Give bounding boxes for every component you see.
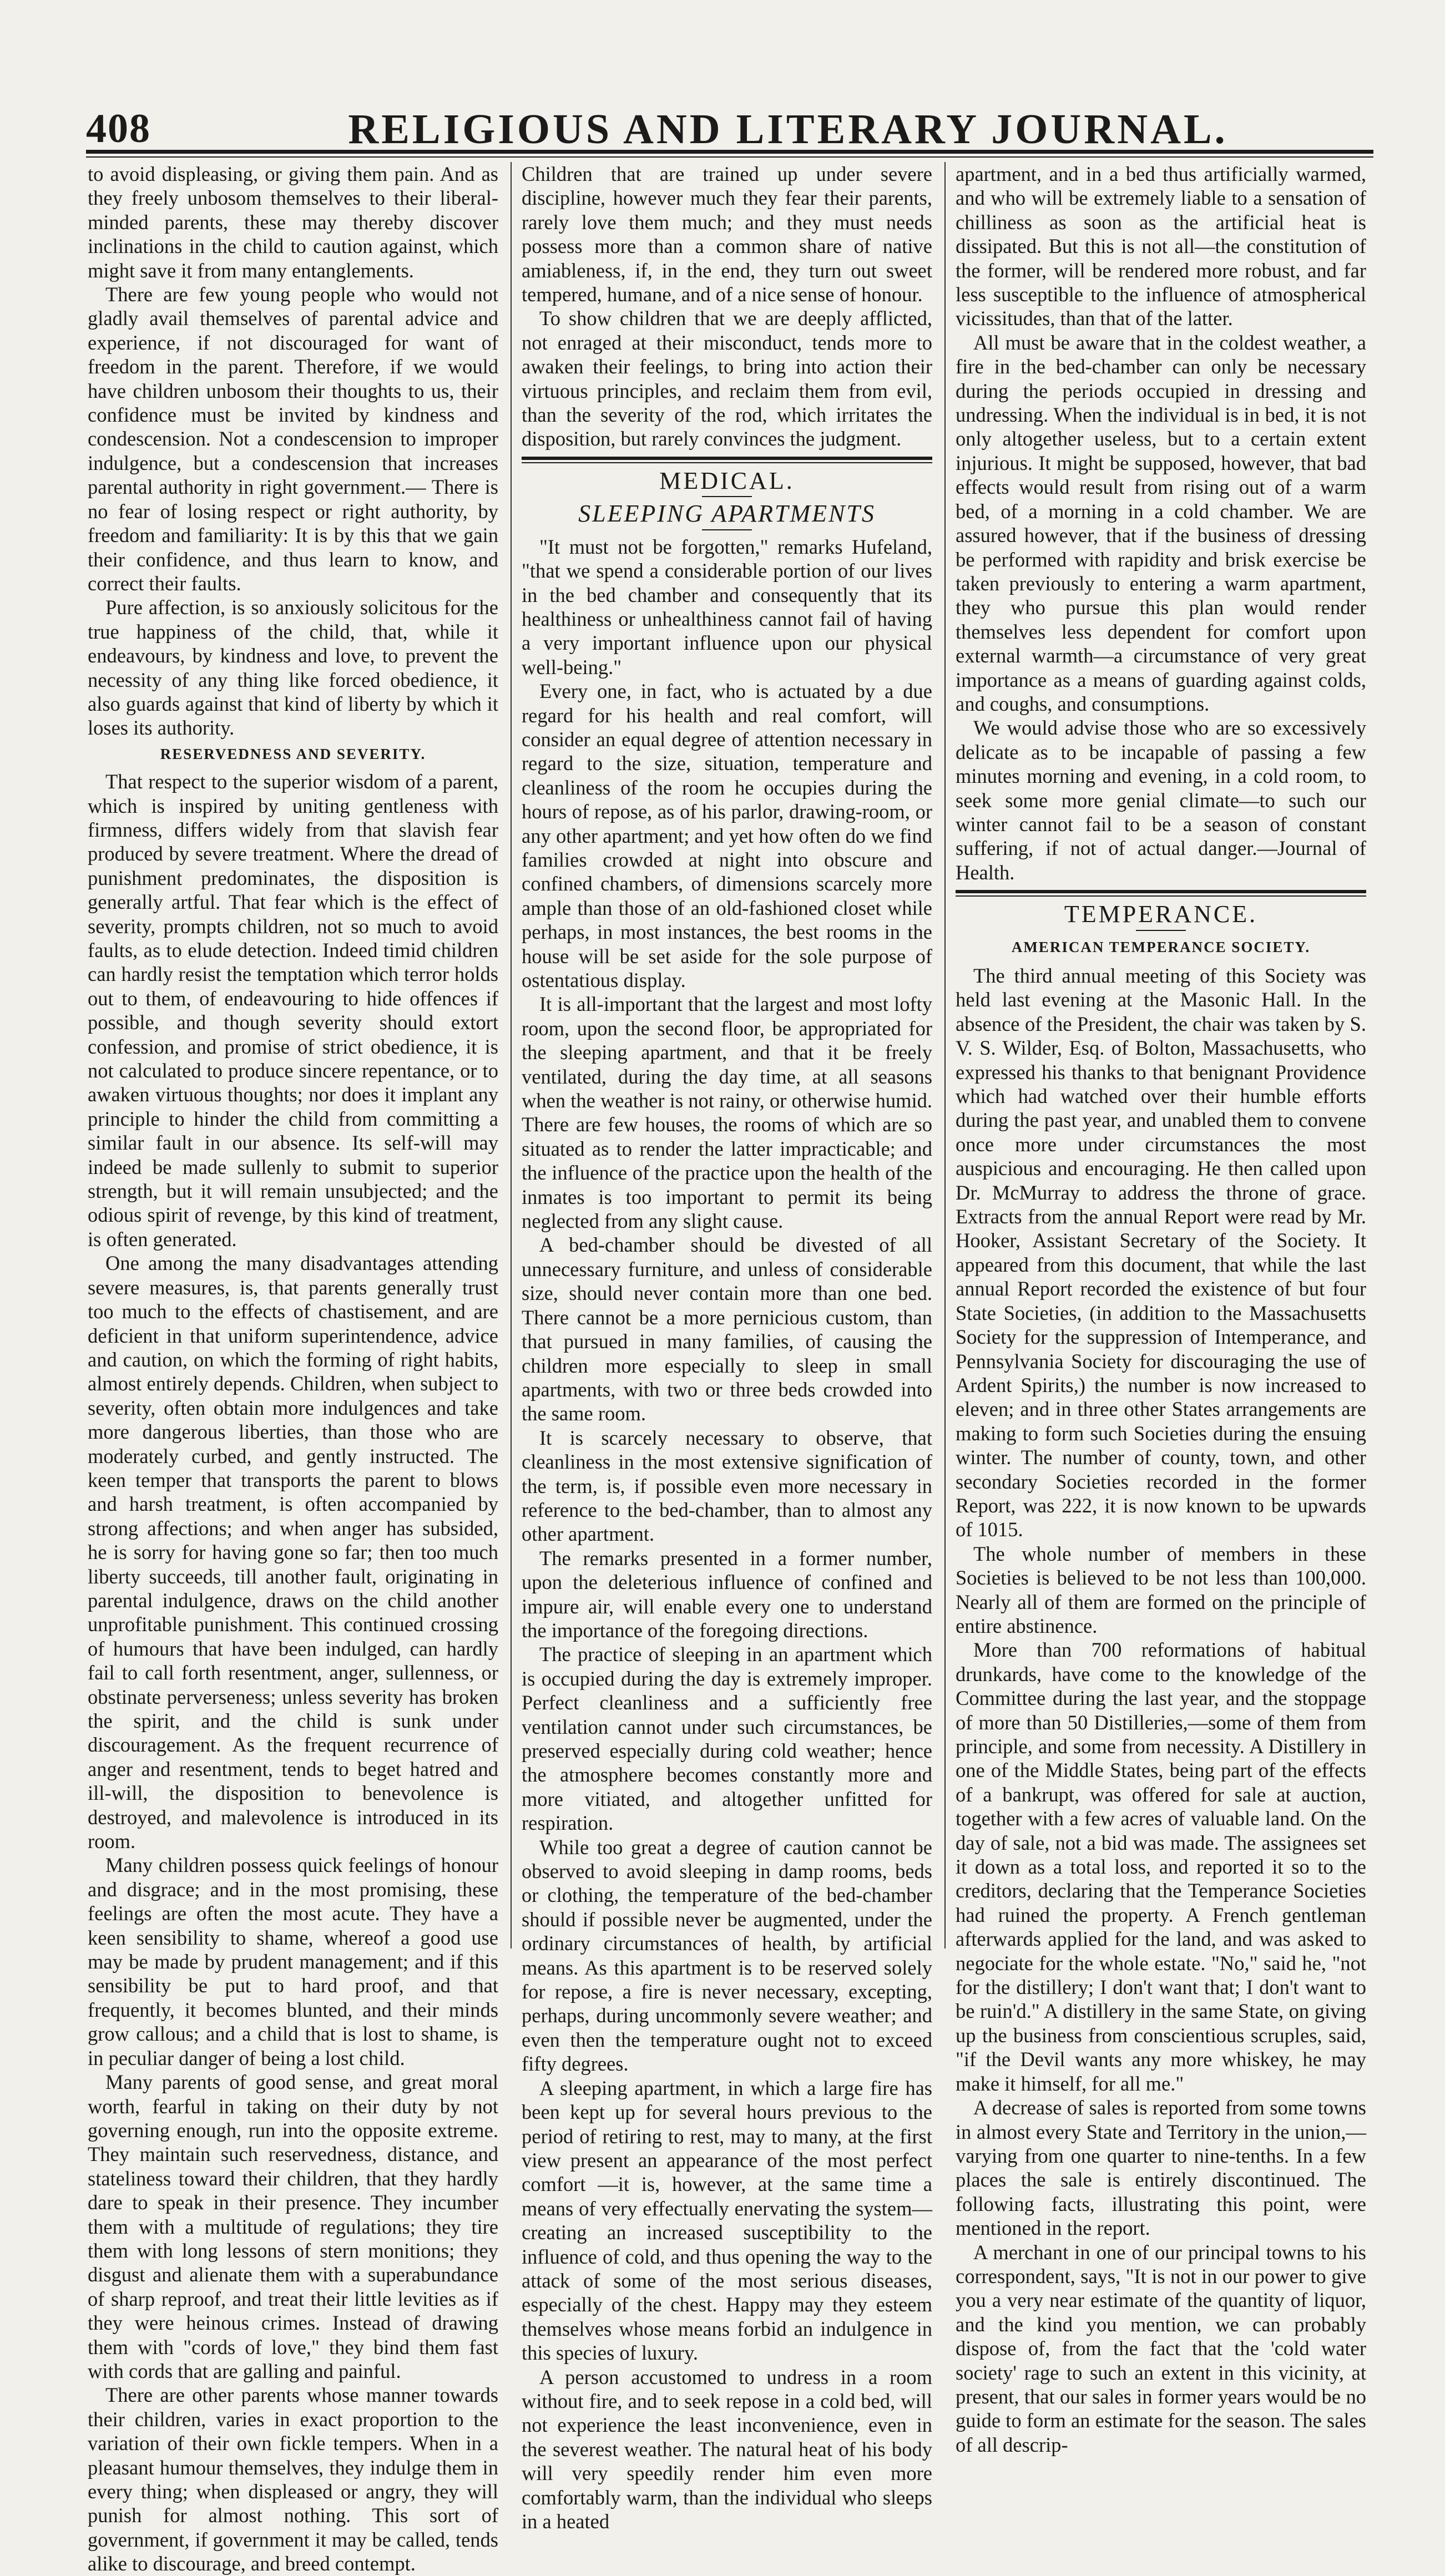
section-rule: [956, 890, 1366, 893]
paragraph: To show children that we are deeply afflicted, not enraged at their misconduct, tends more to awaken their feelings, to bring into action their virtuous principles, and reclaim them from evil, than the severity of the rod, which irritates the disposition, but rarely convinces the judgment.: [522, 307, 932, 451]
section-rule: [522, 457, 932, 460]
column-right: [956, 162, 1366, 2456]
title-rule: [702, 496, 752, 497]
paragraph: All must be aware that in the coldest weather, a fire in the bed-chamber can only be necessary during the periods occupied in dressing and undressing. When the individual is in bed, it is not only altogether useless, but to a certain extent injurious. It might be supposed, however, that bad effects would result from rising out of a warm bed, of a morning in a cold chamber. We are assured however, that if the business of dressing be performed with rapidity and brisk exercise be taken previously to entering a warm apartment, they who pursue this plan would render themselves less dependent for comfort upon external warmth—a circumstance of very great importance as a means of guarding against colds, and coughs, and consumptions.: [956, 331, 1366, 715]
subheading-american-temperance-society: AMERICAN TEMPERANCE SOCIETY.: [1011, 938, 1311, 955]
paragraph: A merchant in one of our principal towns to his correspondent, says, "It is not in our power to give you a very near estimate of the quantity of liquor, and the kind you mention, we can probably dispose of, from the fact that the 'cold water society' rage to such an extent in this vicinity, at present, that our sales in former years would be no guide to form an estimate for the season. The sales of all descrip-: [956, 2240, 1366, 2456]
paragraph: Children that are trained up under severe discipline, however much they fear their parents, rarely love them much; and they must needs possess more than a common share of native amiableness, if, in the end, they turn out sweet tempered, humane, and of a nice sense of honour.: [522, 163, 932, 306]
column-divider: [944, 162, 946, 1949]
subheading-reservedness: RESERVEDNESS AND SEVERITY.: [160, 745, 426, 762]
paragraph: "It must not be forgotten," remarks Hufeland, "that we spend a considerable portion of our lives in the bed chamber and consequently that its healthiness or unhealthiness cannot fail of having a very important influence upon our physical well-being.": [522, 535, 932, 679]
paragraph: to avoid displeasing, or giving them pain. And as they freely unbosom themselves to their liberal-minded parents, these may thereby discover inclinations in the child to caution against, which might save it from many entanglements.: [88, 163, 498, 282]
paragraph: Every one, in fact, who is actuated by a due regard for his health and real comfort, will consider an equal degree of attention necessary in regard to the size, situation, temperature and cleanliness of the room he occupies during the hours of repose, as of his parlor, drawing-room, or any other apartment; and yet how often do we find families crowded at night into obscure and confined chambers, of dimensions scarcely more ample than those of an old-fashioned closet while perhaps, in most instances, the best rooms in the house will be set aside for the sole purpose of ostentatious display.: [522, 680, 932, 991]
paragraph: More than 700 reformations of habitual drunkards, have come to the knowledge of the Committee during the last year, and the stoppage of more than 50 Distilleries,—some of them from principle, and some from necessity. A Distillery in one of the Middle States, being part of the effects of a bankrupt, was offered for sale at auction, together with a few acres of valuable land. On the day of sale, not a bid was made. The assignees set it down as a total loss, and reported it so to the creditors, declaring that the Temperance Societies had ruined the property. A French gentleman afterwards applied for the land, and was asked to negociate for the whole estate. "No," said he, "not for the distillery; I don't want that; I don't want to be ruin'd." A distillery in the same State, on giving up the business from conscientious scruples, said, "if the Devil wants any more whiskey, he may make it himself, for all me.": [956, 1638, 1366, 2095]
page-header: [86, 93, 1373, 154]
paragraph: A person accustomed to undress in a room without fire, and to seek repose in a cold bed, will not experience the least inconvenience, even in the severest weather. The natural heat of his body will very speedily render him even more comfortably warm, than the individual who sleeps in a heated: [522, 2365, 932, 2533]
paragraph: Pure affection, is so anxiously solicitous for the true happiness of the child, that, while it endeavours, by kindness and love, to prevent the necessity of any thing like forced obedience, it also guards against that kind of liberty by which it loses its authority.: [88, 596, 498, 740]
header-rule-thin: [86, 156, 1373, 158]
paragraph: There are other parents whose manner towards their children, varies in exact proportion to the variation of their own fickle tempers. When in a pleasant humour themselves, they indulge them in every thing; when displeased or angry, they will punish for almost nothing. This sort of government, if government it may be called, tends alike to discourage, and breed contempt.: [88, 2383, 498, 2575]
title-rule: [702, 529, 752, 530]
paragraph: The third annual meeting of this Society was held last evening at the Masonic Hall. In the absence of the President, the chair was taken by S. V. S. Wilder, Esq. of Bolton, Massachusetts, who expressed his thanks to that benignant Providence which had watched over their humble efforts during the past year, and unabled them to convene once more under circumstances the most auspicious and encouraging. He then called upon Dr. McMurray to address the throne of grace. Extracts from the annual Report were read by Mr. Hooker, Assistant Secretary of the Society. It appeared from this document, that while the last annual Report recorded the existence of but four State Societies, (in addition to the Massachusetts Society for the suppression of Intemperance, and Pennsylvania Society for discouraging the use of Ardent Spirits,) the number is now increased to eleven; and in three other States arrangements are making to form such Societies during the ensuing winter. The number of county, town, and other secondary Societies recorded in the former Report, was 222, it is now known to be upwards of 1015.: [956, 964, 1366, 1541]
section-title-medical: MEDICAL.: [659, 467, 795, 494]
paragraph: That respect to the superior wisdom of a parent, which is inspired by uniting gentleness with firmness, differs widely from that slavish fear produced by severe treatment. Where the dread of punishment predominates, the disposition is generally artful. That fear which is the effect of severity, prompts children, not so much to avoid faults, as to elude detection. Indeed timid children can hardly resist the temptation which terror holds out to them, of endeavouring to hide offences if possible, and though severity should extort confession, and promise of strict obedience, it is not calculated to produce sincere repentance, or to awaken virtuous thoughts; nor does it implant any principle to hinder the child from committing a similar fault in our absence. Its self-will may indeed be made sullenly to submit to superior strength, but it will remain unsubjected; and the odious spirit of revenge, by this kind of treatment, is often generated.: [88, 770, 498, 1251]
journal-title: RELIGIOUS AND LITERARY JOURNAL.: [348, 106, 1228, 153]
paragraph: It is scarcely necessary to observe, that cleanliness in the most extensive signification of the term, is, if possible even more necessary in reference to the bed-chamber, than to almost any other apartment.: [522, 1426, 932, 1546]
paragraph: A bed-chamber should be divested of all unnecessary furniture, and unless of considerable size, should never contain more than one bed. There cannot be a more pernicious custom, than that pursued in many families, of causing the children more especially to sleep in small apartments, with two or three beds crowded into the same room.: [522, 1233, 932, 1425]
paragraph: It is all-important that the largest and most lofty room, upon the second floor, be appropriated for the sleeping apartment, and that it be freely ventilated, during the day time, at all seasons when the weather is not rainy, or otherwise humid. There are few houses, the rooms of which are so situated as to render the latter impracticable; and the influence of the practice upon the health of the inmates is too important to permit its being neglected from any slight cause.: [522, 993, 932, 1233]
paragraph: Many parents of good sense, and great moral worth, fearful in taking on their duty by not governing enough, run into the opposite extreme. They maintain such reservedness, distance, and stateliness toward their children, that they hardly dare to speak in their presence. They incumber them with a multitude of regulations; they tire them with long lessons of stern monitions; they disgust and alienate them with a superabundance of sharp reproof, and treat their little levities as if they were heinous crimes. Instead of drawing them with "cords of love," they bind them fast with cords that are galling and painful.: [88, 2071, 498, 2382]
section-rule-thin: [522, 462, 932, 463]
header-rule: [86, 150, 1373, 154]
paragraph: Many children possess quick feelings of honour and disgrace; and in the most promising, these feelings are often the most acute. They have a keen sensibility to shame, whereof a good use may be made by prudent management; and if this sensibility be put to hard proof, and that frequently, it becomes blunted, and their minds grow callous; and a child that is lost to shame, is in peculiar danger of being a lost child.: [88, 1854, 498, 2069]
paragraph: The remarks presented in a former number, upon the deleterious influence of confined and impure air, will enable every one to understand the importance of the foregoing directions.: [522, 1546, 932, 1642]
section-title-temperance: TEMPERANCE.: [1064, 900, 1258, 928]
paragraph: While too great a degree of caution cannot be observed to avoid sleeping in damp rooms, beds or clothing, the temperature of the bed-chamber should if possible never be augmented, under the ordinary circumstances of health, by artificial means. As this apartment is to be reserved solely for repose, a fire is never necessary, excepting, perhaps, during uncommonly severe weather; and even then the temperature ought not to exceed fifty degrees.: [522, 1835, 932, 2076]
section-rule-thin: [956, 895, 1366, 897]
article-title-sleeping-apartments: SLEEPING APARTMENTS: [578, 500, 876, 528]
paragraph: There are few young people who would not gladly avail themselves of parental advice and experience, if not discouraged for want of freedom in the parent. Therefore, if we would have children unbosom their thoughts to us, their confidence must be invited by kindness and condescension. Not a condescension to improper indulgence, but a condescension that increases parental authority in right government.— There is no fear of losing respect or right authority, by freedom and familiarity: It is by this that we gain their confidence, and thus learn to know, and correct their faults.: [88, 283, 498, 595]
section-header-temperance: [956, 890, 1366, 959]
paragraph: We would advise those who are so excessively delicate as to be incapable of passing a few minutes morning and evening, in a cold room, to seek some more genial climate—to such our winter cannot fail to be a season of constant suffering, if not of actual danger.—Journal of Health.: [956, 716, 1366, 884]
page-number: 408: [86, 106, 151, 151]
column-left: [88, 162, 498, 2575]
paragraph: The whole number of members in these Societies is believed to be not less than 100,000. Nearly all of them are formed on the principle of entire abstinence.: [956, 1542, 1366, 1637]
title-rule: [1136, 930, 1186, 931]
column-divider: [511, 162, 512, 1949]
paragraph: A sleeping apartment, in which a large fire has been kept up for several hours previous to the period of retiring to rest, may to many, at the first view present an appearance of the most perfect comfort —it is, however, at the same time a means of very effectually enervating the system—creating an increased susceptibility to the influence of cold, and thus opening the way to the attack of some of the most serious diseases, especially of the chest. Happy may they esteem themselves whose means forbid an indulgence in this species of luxury.: [522, 2076, 932, 2365]
paragraph: The practice of sleeping in an apartment which is occupied during the day is extremely improper. Perfect cleanliness and a sufficiently free ventilation cannot under such circumstances, be preserved especially during cold weather; hence the atmosphere becomes constantly more and more vitiated, and altogether unfitted for respiration.: [522, 1643, 932, 1835]
paragraph: apartment, and in a bed thus artificially warmed, and who will be extremely liable to a sensation of chilliness as soon as the artificial heat is dissipated. But this is not all—the constitution of the former, will be rendered more robust, and far less susceptible to the influence of atmospherical vicissitudes, than that of the latter.: [956, 163, 1366, 330]
paragraph: One among the many disadvantages attending severe measures, is, that parents generally trust too much to the effects of chastisement, and are deficient in that uniform superintendence, advice and caution, on which the forming of right habits, almost entirely depends. Children, when subject to severity, often obtain more indulgences and take more dangerous liberties, than those who are moderately curbed, and gently instructed. The keen temper that transports the parent to blows and harsh treatment, is often accompanied by strong affections; and when anger has subsided, he is sorry for having gone so far; then too much liberty succeeds, till another fault, originating in parental indulgence, draws on the child another unprofitable punishment. This continued crossing of humours that have been indulged, can hardly fail to call forth resentment, anger, sullenness, or obstinate perverseness; unless severity has broken the spirit, and the child is sunk under discouragement. As the frequent recurrence of anger and resentment, tends to beget hatred and ill-will, the disposition to benevolence is destroyed, and malevolence is introduced in its room.: [88, 1252, 498, 1853]
paragraph: A decrease of sales is reported from some towns in almost every State and Territory in the union,— varying from one quarter to nine-tenths. In a few places the sale is entirely discontinued. The following facts, illustrating this point, were mentioned in the report.: [956, 2096, 1366, 2240]
column-middle: [522, 162, 932, 2533]
section-header-medical: [522, 457, 932, 530]
